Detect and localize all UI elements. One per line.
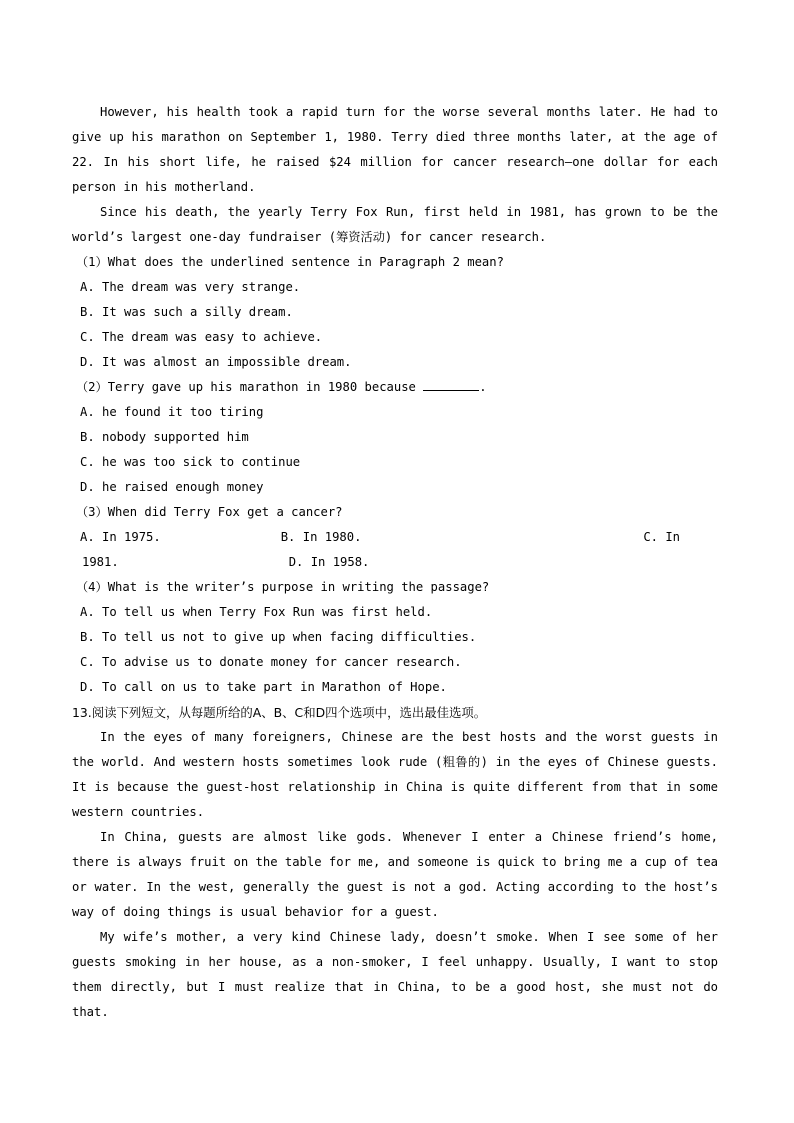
- question-3-options-row-2: [80, 550, 718, 575]
- question-2-stem: [72, 375, 718, 400]
- question-2-option-c: C. he was too sick to continue: [80, 455, 301, 469]
- question-1-stem: （1）What does the underlined sentence in Paragraph 2 mean?: [76, 255, 504, 269]
- question-2-stem-text: （2）Terry gave up his marathon in 1980 because: [76, 380, 424, 394]
- question-4-option-b: B. To tell us not to give up when facing difficulties.: [80, 630, 477, 644]
- question-4-option-c: C. To advise us to donate money for cancer research.: [80, 655, 462, 669]
- passage-paragraph: In the eyes of many foreigners, Chinese are the best hosts and the worst guests in the world. And western hosts sometimes look rude (粗鲁的) in the eyes of Chinese guests. It is because the guest-host relationship in China is quite different from that in some western countries.: [72, 730, 718, 819]
- question-1-option-d: D. It was almost an impossible dream.: [80, 355, 352, 369]
- question-2-option-a: A. he found it too tiring: [80, 405, 264, 419]
- passage-paragraph: My wife’s mother, a very kind Chinese lady, doesn’t smoke. When I see some of her guests smoking in her house, as a non-smoker, I feel unhappy. Usually, I want to stop them directly, but I must realize that in China, to be a good host, she must not do that.: [72, 930, 718, 1019]
- passage-paragraph: However, his health took a rapid turn for the worse several months later. He had to give up his marathon on September 1, 1980. Terry died three months later, at the age of 22. In his short life, he raised $24 million for cancer research—one dollar for each person in his motherland.: [72, 105, 718, 194]
- question-3-options: [72, 525, 718, 575]
- passage-paragraph: In China, guests are almost like gods. Whenever I enter a Chinese friend’s home, there is always fruit on the table for me, and someone is quick to bring me a cup of tea or water. In the west, generally the guest is not a god. Acting according to the host’s way of doing things is usual behavior for a guest.: [72, 830, 718, 919]
- question-3-options-row-1: [80, 525, 718, 550]
- question-3-option-c-cont: 1981.: [82, 555, 119, 569]
- question-2-stem-end: .: [479, 380, 487, 394]
- question-3-option-b: B. In 1980.: [280, 530, 362, 544]
- question-4-option-a: A. To tell us when Terry Fox Run was first held.: [80, 605, 433, 619]
- question-2-option-d: D. he raised enough money: [80, 480, 264, 494]
- question-2-option-b: B. nobody supported him: [80, 430, 249, 444]
- question-4-stem: （4）What is the writer’s purpose in writing the passage?: [76, 580, 490, 594]
- question-4-option-d: D. To call on us to take part in Marathon of Hope.: [80, 680, 447, 694]
- question-3-option-c: C. In: [643, 530, 680, 544]
- section-13-heading: 13.阅读下列短文，从每题所给的A、B、C和D四个选项中，选出最佳选项。: [72, 705, 487, 720]
- question-1-option-a: A. The dream was very strange.: [80, 280, 301, 294]
- question-3-option-a: A. In 1975.: [80, 530, 161, 544]
- question-3-stem: （3）When did Terry Fox get a cancer?: [76, 505, 343, 519]
- question-1-option-c: C. The dream was easy to achieve.: [80, 330, 323, 344]
- document-page: [72, 100, 718, 1025]
- question-1-option-b: B. It was such a silly dream.: [80, 305, 293, 319]
- question-3-option-d: D. In 1958.: [288, 555, 370, 569]
- answer-blank: [423, 378, 479, 391]
- passage-paragraph: Since his death, the yearly Terry Fox Run, first held in 1981, has grown to be the world’s largest one-day fundraiser (筹资活动) for cancer research.: [72, 205, 718, 244]
